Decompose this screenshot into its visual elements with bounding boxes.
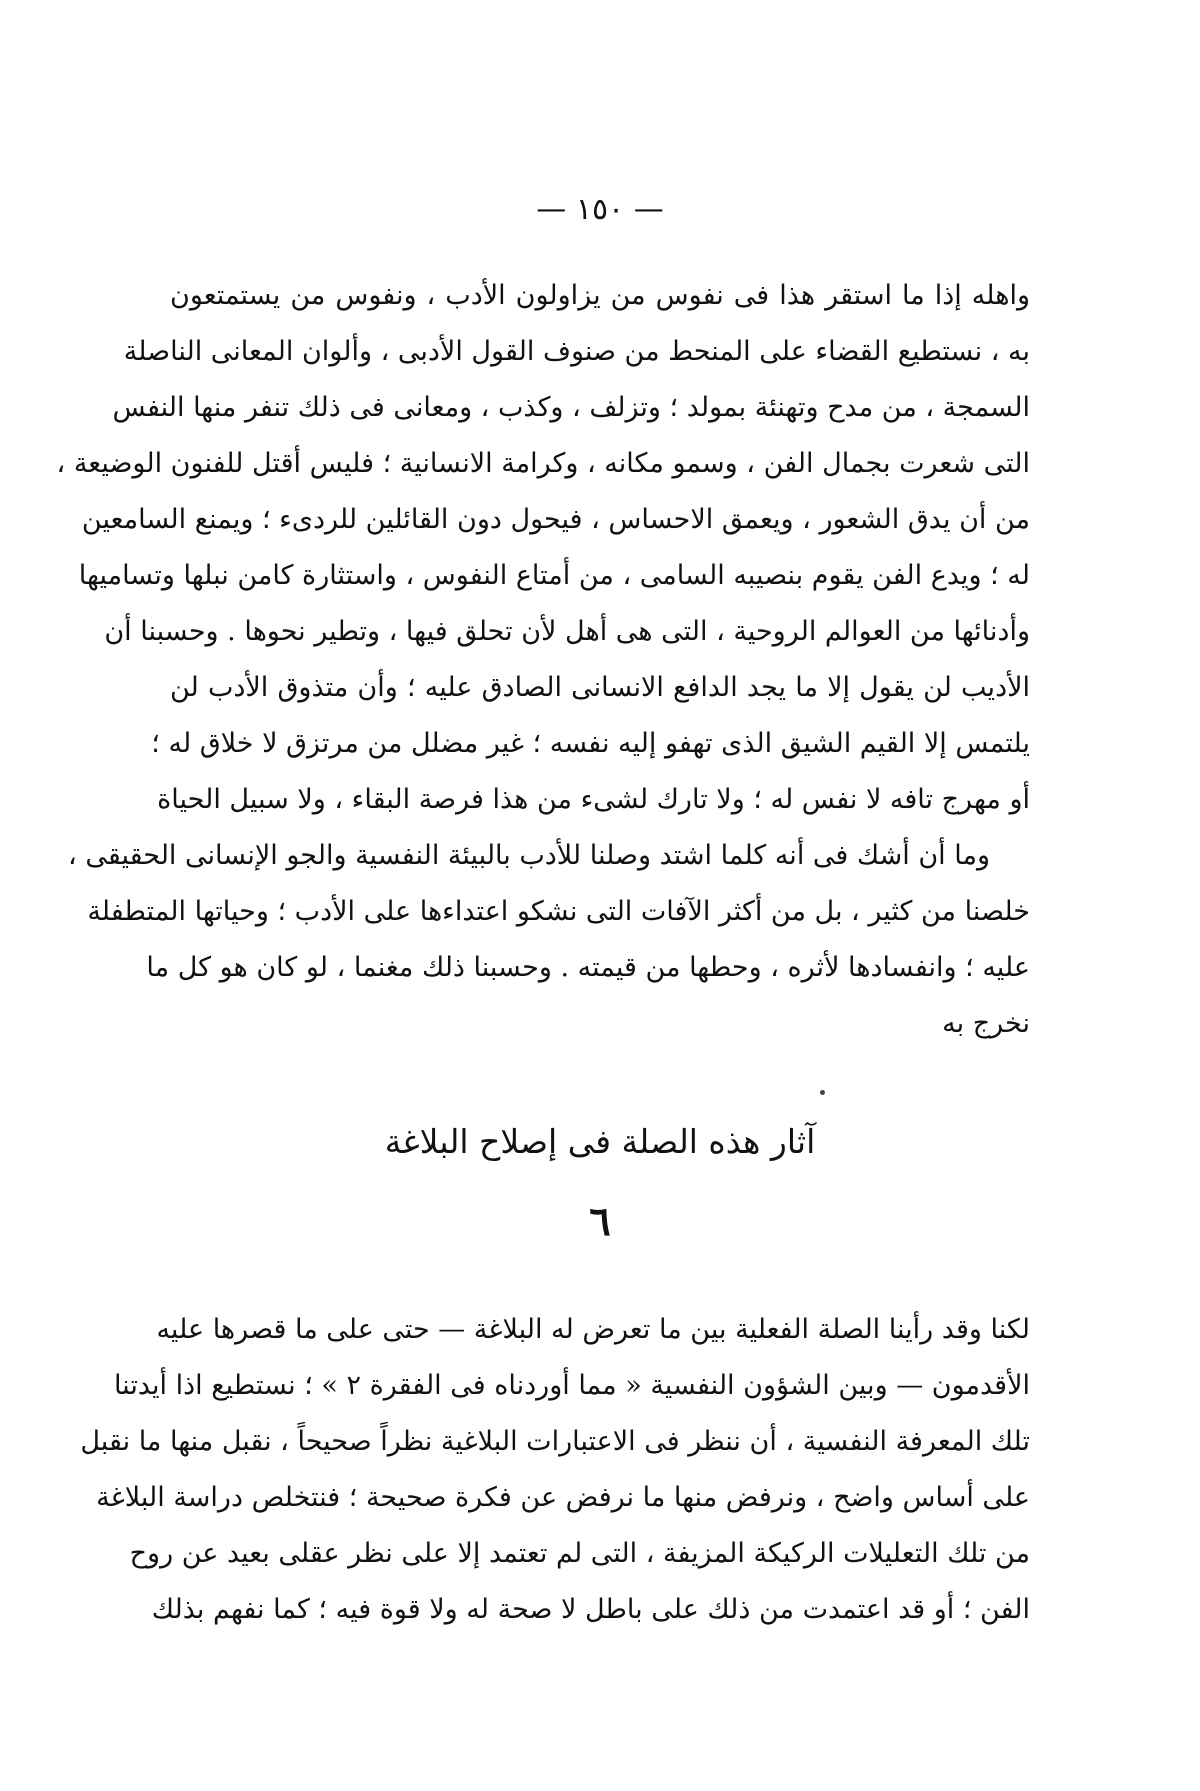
text-line: أو مهرج تافه لا نفس له ؛ ولا تارك لشىء من هذا فرصة البقاء ، ولا سبيل الحياة <box>157 784 1030 815</box>
text-line: به ، نستطيع القضاء على المنحط من صنوف القول الأدبى ، وألوان المعانى الناصلة <box>123 336 1030 367</box>
text-line: على أساس واضح ، ونرفض منها ما نرفض عن فكرة صحيحة ؛ فنتخلص دراسة البلاغة <box>96 1482 1030 1513</box>
text-line: يلتمس إلا القيم الشيق الذى تهفو إليه نفسه ؛ غير مضلل من مرتزق لا خلاق له ؛ <box>151 728 1030 759</box>
text-line: تلك المعرفة النفسية ، أن ننظر فى الاعتبارات البلاغية نظراً صحيحاً ، نقبل منها ما نقبل <box>80 1426 1030 1457</box>
text-line: خلصنا من كثير ، بل من أكثر الآفات التى نشكو اعتداءها على الأدب ؛ وحياتها المتطفلة <box>87 896 1030 927</box>
page-number: — ١٥٠ — <box>536 192 664 227</box>
text-line: عليه ؛ وانفسادها لأثره ، وحطها من قيمته . وحسبنا ذلك مغنما ، لو كان هو كل ما <box>146 952 1030 983</box>
text-line: وأدنائها من العوالم الروحية ، التى هى أهل لأن تحلق فيها ، وتطير نحوها . وحسبنا أن <box>104 616 1030 647</box>
text-line: السمجة ، من مدح وتهنئة بمولد ؛ وتزلف ، وكذب ، ومعانى فى ذلك تنفر منها النفس <box>112 392 1030 423</box>
text-line: له ؛ ويدع الفن يقوم بنصيبه السامى ، من أمتاع النفوس ، واستثارة كامن نبلها وتساميها <box>78 560 1030 591</box>
text-line: وما أن أشك فى أنه كلما اشتد وصلنا للأدب بالبيئة النفسية والجو الإنسانى الحقيقى ، <box>68 840 990 871</box>
text-line: التى شعرت بجمال الفن ، وسمو مكانه ، وكرامة الانسانية ؛ فليس أقتل للفنون الوضيعة ، <box>56 448 1030 479</box>
text-line: الفن ؛ أو قد اعتمدت من ذلك على باطل لا صحة له ولا قوة فيه ؛ كما نفهم بذلك <box>151 1594 1030 1625</box>
paragraph-block-2 <box>80 1302 1030 1638</box>
text-line: نخرج به <box>942 1008 1030 1039</box>
section-number: ٦ <box>589 1198 611 1245</box>
print-speck <box>820 1090 825 1095</box>
text-line: من تلك التعليلات الركيكة المزيفة ، التى لم تعتمد إلا على نظر عقلى بعيد عن روح <box>129 1538 1030 1569</box>
text-line: واهله إذا ما استقر هذا فى نفوس من يزاولون الأدب ، ونفوس من يستمتعون <box>170 280 1030 311</box>
section-heading: آثار هذه الصلة فى إصلاح البلاغة <box>384 1122 816 1161</box>
text-line: الأقدمون — وبين الشؤون النفسية « مما أوردناه فى الفقرة ٢ » ؛ نستطيع اذا أيدتنا <box>113 1370 1030 1401</box>
text-line: لكنا وقد رأينا الصلة الفعلية بين ما تعرض له البلاغة — حتى على ما قصرها عليه <box>156 1314 1030 1345</box>
paragraph-block-1 <box>56 268 1030 1052</box>
text-line: من أن يدق الشعور ، ويعمق الاحساس ، فيحول دون القائلين للردىء ؛ ويمنع السامعين <box>81 504 1030 535</box>
text-line: الأديب لن يقول إلا ما يجد الدافع الانسانى الصادق عليه ؛ وأن متذوق الأدب لن <box>170 672 1030 703</box>
